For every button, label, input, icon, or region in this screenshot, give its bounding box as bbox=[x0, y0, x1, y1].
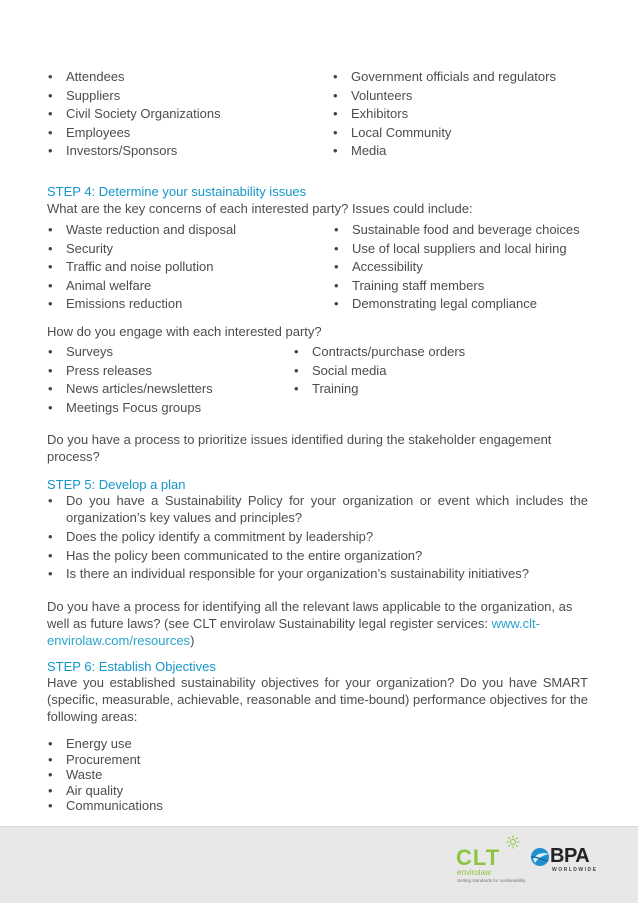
clt-envirolaw-logo bbox=[456, 835, 536, 885]
list-item: • Emissions reduction bbox=[47, 295, 317, 314]
list-item: • Media bbox=[332, 142, 592, 161]
list-item: • Contracts/purchase orders bbox=[293, 343, 523, 362]
list-item: • Has the policy been communicated to the entire organization? bbox=[47, 547, 588, 566]
globe-icon bbox=[530, 847, 550, 867]
laws-close: ) bbox=[190, 633, 195, 648]
list-item: • Surveys bbox=[47, 343, 277, 362]
engage-left-column bbox=[47, 343, 277, 417]
step4-intro: What are the key concerns of each interested party? Issues could include: bbox=[47, 201, 473, 216]
stakeholders-left-column bbox=[47, 68, 307, 161]
issues-right-column bbox=[333, 221, 613, 314]
legal-register-link[interactable]: www.clt-envirolaw.com/resources bbox=[47, 616, 540, 648]
step5-list bbox=[47, 492, 588, 584]
list-item: • Social media bbox=[293, 362, 523, 381]
list-item: • Procurement bbox=[47, 752, 247, 768]
list-item: • Employees bbox=[47, 124, 307, 143]
list-item: • Volunteers bbox=[332, 87, 592, 106]
clt-logo-text: CLT bbox=[456, 845, 501, 870]
bpa-logo-subtext: WORLDWIDE bbox=[552, 867, 598, 873]
list-item: • Communications bbox=[47, 798, 247, 814]
list-item: • Demonstrating legal compliance bbox=[333, 295, 613, 314]
list-item: • Energy use bbox=[47, 736, 247, 752]
list-item: • Civil Society Organizations bbox=[47, 105, 307, 124]
clt-logo-subtext: envirolaw bbox=[457, 868, 491, 877]
list-item: • Press releases bbox=[47, 362, 277, 381]
list-item: • Use of local suppliers and local hiring bbox=[333, 240, 613, 259]
step4-heading: STEP 4: Determine your sustainability issues bbox=[47, 184, 307, 199]
list-item: • Attendees bbox=[47, 68, 307, 87]
footer-bar bbox=[0, 826, 638, 903]
stakeholders-right-column bbox=[332, 68, 592, 161]
list-item: • Training bbox=[293, 380, 523, 399]
bpa-logo-text: BPA bbox=[550, 845, 590, 867]
list-item: • Animal welfare bbox=[47, 277, 317, 296]
step6-intro: Have you established sustainability objectives for your organization? Do you have SMART (specific, measurable, achievable, reasonable and time-bound) performance objectives for the following areas: bbox=[47, 675, 588, 724]
issues-left-column bbox=[47, 221, 317, 314]
step6-heading: STEP 6: Establish Objectives bbox=[47, 659, 216, 674]
prioritize-question: Do you have a process to prioritize issues identified during the stakeholder engagement process? bbox=[47, 432, 552, 464]
list-item: • Is there an individual responsible for your organization’s sustainability initiatives? bbox=[47, 565, 588, 584]
list-item: • Training staff members bbox=[333, 277, 613, 296]
list-item: • Investors/Sponsors bbox=[47, 142, 307, 161]
list-item: • Meetings Focus groups bbox=[47, 399, 277, 418]
laws-text: Do you have a process for identifying all the relevant laws applicable to the organization, as well as future laws? (see CLT envirolaw Sustainability legal register services: bbox=[47, 599, 573, 631]
step6-areas-list bbox=[47, 736, 247, 814]
list-item: • Government officials and regulators bbox=[332, 68, 592, 87]
list-item: • Waste reduction and disposal bbox=[47, 221, 317, 240]
clt-tagline: Setting standards for sustainability bbox=[457, 878, 526, 883]
list-item: • Suppliers bbox=[47, 87, 307, 106]
list-item: • Air quality bbox=[47, 783, 247, 799]
engage-right-column bbox=[293, 343, 523, 399]
list-item: • Does the policy identify a commitment by leadership? bbox=[47, 528, 588, 547]
list-item: • Exhibitors bbox=[332, 105, 592, 124]
list-item: • News articles/newsletters bbox=[47, 380, 277, 399]
list-item: • Accessibility bbox=[333, 258, 613, 277]
sun-icon bbox=[506, 835, 520, 849]
list-item: • Local Community bbox=[332, 124, 592, 143]
list-item: • Do you have a Sustainability Policy for your organization or event which includes the organization’s key values and principles? bbox=[47, 492, 588, 526]
bpa-worldwide-logo bbox=[528, 845, 608, 885]
engage-question: How do you engage with each interested party? bbox=[47, 324, 322, 339]
step5-heading: STEP 5: Develop a plan bbox=[47, 477, 186, 492]
list-item: • Waste bbox=[47, 767, 247, 783]
list-item: • Sustainable food and beverage choices bbox=[333, 221, 613, 240]
list-item: • Security bbox=[47, 240, 317, 259]
laws-paragraph bbox=[47, 598, 577, 649]
list-item: • Traffic and noise pollution bbox=[47, 258, 317, 277]
